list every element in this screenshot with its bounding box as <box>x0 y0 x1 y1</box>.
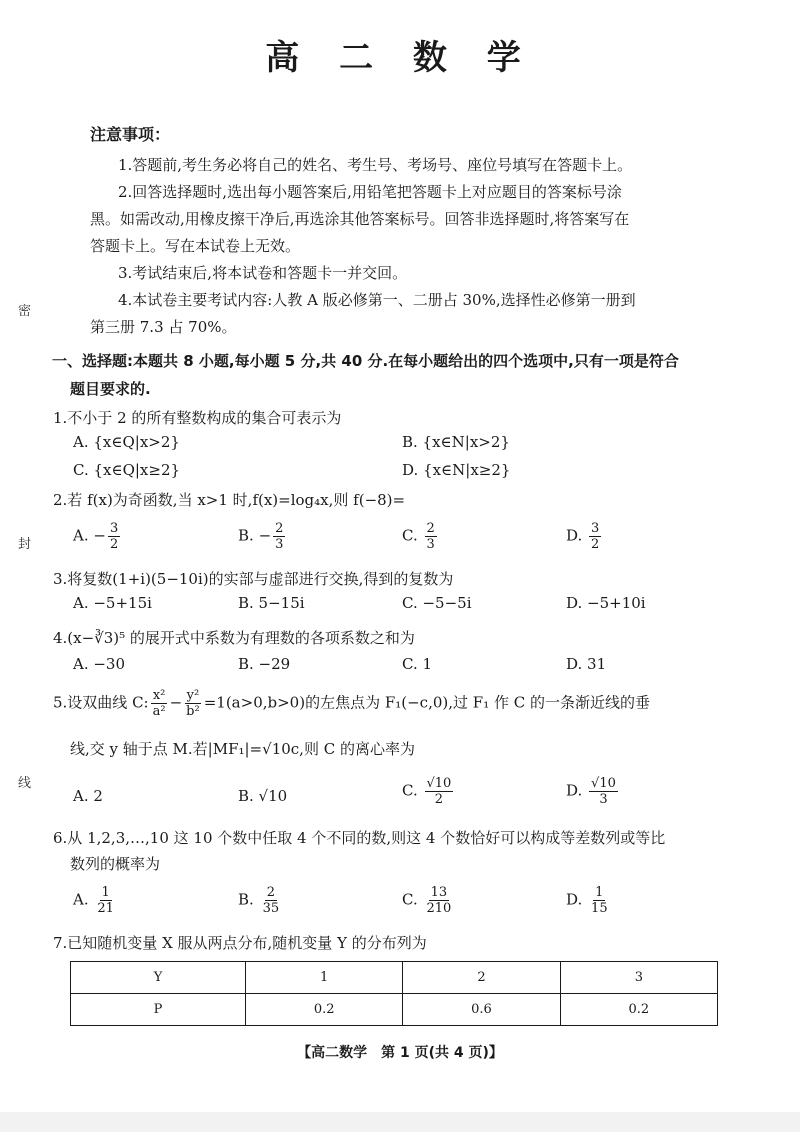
table-header-cell: P <box>71 994 246 1026</box>
table-cell: 0.6 <box>403 994 560 1026</box>
option-label: C. <box>402 526 418 545</box>
option-a <box>73 521 122 552</box>
side-mark-line: 线 <box>18 776 32 791</box>
table-cell: 2 <box>403 962 560 994</box>
fraction-y2-b2 <box>184 688 202 719</box>
option-c <box>402 885 455 916</box>
side-mark-seal: 封 <box>18 537 32 552</box>
stem-text: =1(a>0,b>0)的左焦点为 F₁(−c,0),过 F₁ 作 C 的一条渐近线的垂 <box>203 693 650 712</box>
option-b: B. √10 <box>238 787 288 805</box>
notice-line: 黑。如需改动,用橡皮擦干净后,再选涂其他答案标号。回答非选择题时,将答案写在 <box>90 210 630 228</box>
numerator: 3 <box>591 521 600 536</box>
table-cell: 3 <box>560 962 717 994</box>
numerator: √10 <box>591 776 616 791</box>
fraction <box>108 521 120 552</box>
table-cell: 1 <box>246 962 403 994</box>
denominator: 21 <box>97 901 114 916</box>
fraction <box>261 885 282 916</box>
option-c <box>402 521 439 552</box>
option-a: A. −30 <box>73 655 126 673</box>
denominator: b² <box>186 704 200 719</box>
numerator: y² <box>186 688 200 703</box>
option-label: D. <box>566 890 583 909</box>
stem-text: 5.设双曲线 C: <box>53 693 149 712</box>
notice-line: 第三册 7.3 占 70%。 <box>90 318 237 336</box>
option-a: A. 2 <box>73 787 103 805</box>
option-label: D. <box>566 526 583 545</box>
question-stem-cont: 线,交 y 轴于点 M.若|MF₁|=√10c,则 C 的离心率为 <box>70 740 415 758</box>
option-a: A. {x∈Q|x>2} <box>73 433 180 451</box>
minus-sign: − <box>169 693 183 712</box>
notice-heading: 注意事项： <box>90 125 171 144</box>
fraction <box>425 776 454 807</box>
option-label: C. <box>402 890 418 909</box>
denominator: 3 <box>599 792 608 807</box>
denominator: 15 <box>591 901 608 916</box>
option-b: B. {x∈N|x>2} <box>402 433 510 451</box>
numerator: 13 <box>430 885 448 900</box>
numerator: √10 <box>426 776 452 791</box>
option-c <box>402 776 455 807</box>
numerator: 2 <box>266 885 275 900</box>
numerator: 1 <box>595 885 604 900</box>
option-label: B. <box>238 526 254 545</box>
bottom-margin <box>0 1112 800 1132</box>
question-stem: 2.若 f(x)为奇函数,当 x>1 时,f(x)=log₄x,则 f(−8)= <box>53 491 406 509</box>
fraction <box>95 885 116 916</box>
denominator: 210 <box>426 901 452 916</box>
numerator: 3 <box>109 521 119 536</box>
page-footer: 【高二数学 第 1 页(共 4 页)】 <box>297 1045 503 1061</box>
distribution-table <box>70 961 718 1026</box>
option-b: B. −29 <box>238 655 291 673</box>
numerator: 1 <box>101 885 110 900</box>
notice-line: 3.考试结束后,将本试卷和答题卡一并交回。 <box>118 264 408 282</box>
option-c: C. −5−5i <box>402 594 472 612</box>
option-d: D. −5+10i <box>566 594 646 612</box>
notice-line: 答题卡上。写在本试卷上无效。 <box>90 237 301 255</box>
option-d <box>566 521 603 552</box>
denominator: 35 <box>262 901 280 916</box>
option-a: A. −5+15i <box>73 594 152 612</box>
question-stem: 1.不小于 2 的所有整数构成的集合可表示为 <box>53 409 342 427</box>
numerator: 2 <box>426 521 435 536</box>
option-sign: − <box>93 526 106 545</box>
table-row <box>71 994 718 1026</box>
section-heading: 一、选择题:本题共 8 小题,每小题 5 分,共 40 分.在每小题给出的四个选项中,只有一项是符合 <box>52 352 679 370</box>
option-label: B. <box>238 890 254 909</box>
denominator: 2 <box>109 537 119 552</box>
option-b <box>238 885 283 916</box>
option-c: C. 1 <box>402 655 433 673</box>
fraction <box>425 521 437 552</box>
option-label: D. <box>566 781 583 800</box>
option-sign: − <box>258 526 272 545</box>
option-label: C. <box>402 781 418 800</box>
fraction-x2-a2 <box>151 688 168 719</box>
table-header-cell: Y <box>71 962 246 994</box>
fraction <box>589 776 618 807</box>
option-c: C. {x∈Q|x≥2} <box>73 461 181 479</box>
fraction <box>273 521 285 552</box>
option-label: A. <box>73 526 89 545</box>
option-b <box>238 521 287 552</box>
denominator: 3 <box>426 537 435 552</box>
fraction <box>589 521 601 552</box>
section-heading-cont: 题目要求的. <box>70 380 151 398</box>
denominator: 2 <box>434 792 444 807</box>
notice-line: 4.本试卷主要考试内容:人教 A 版必修第一、二册占 30%,选择性必修第一册到 <box>118 291 636 309</box>
question-stem: 6.从 1,2,3,…,10 这 10 个数中任取 4 个不同的数,则这 4 个数恰好可以构成等差数列或等比 <box>53 829 666 847</box>
table-cell: 0.2 <box>246 994 403 1026</box>
table-cell: 0.2 <box>560 994 717 1026</box>
denominator: 2 <box>591 537 600 552</box>
question-stem: 7.已知随机变量 X 服从两点分布,随机变量 Y 的分布列为 <box>53 934 427 952</box>
notice-line: 2.回答选择题时,选出每小题答案后,用铅笔把答题卡上对应题目的答案标号涂 <box>118 183 622 201</box>
question-stem: 4.(x−∛3)⁵ 的展开式中系数为有理数的各项系数之和为 <box>53 629 415 647</box>
question-stem-cont: 数列的概率为 <box>70 855 161 873</box>
option-d: D. {x∈N|x≥2} <box>402 461 511 479</box>
option-d <box>566 885 612 916</box>
numerator: 2 <box>275 521 284 536</box>
fraction <box>425 885 454 916</box>
question-stem: 3.将复数(1+i)(5−10i)的实部与虚部进行交换,得到的复数为 <box>53 570 454 588</box>
fraction <box>589 885 610 916</box>
page-title: 高 二 数 学 <box>265 38 535 78</box>
denominator: a² <box>152 704 166 719</box>
table-row <box>71 962 718 994</box>
option-a <box>73 885 118 916</box>
notice-line: 1.答题前,考生务必将自己的姓名、考生号、考场号、座位号填写在答题卡上。 <box>118 156 633 174</box>
option-d: D. 31 <box>566 655 607 673</box>
numerator: x² <box>152 688 166 703</box>
side-mark-seal: 密 <box>18 304 32 319</box>
option-label: A. <box>73 890 89 909</box>
denominator: 3 <box>275 537 284 552</box>
question-stem <box>53 688 650 719</box>
option-d <box>566 776 620 807</box>
option-b: B. 5−15i <box>238 594 305 612</box>
